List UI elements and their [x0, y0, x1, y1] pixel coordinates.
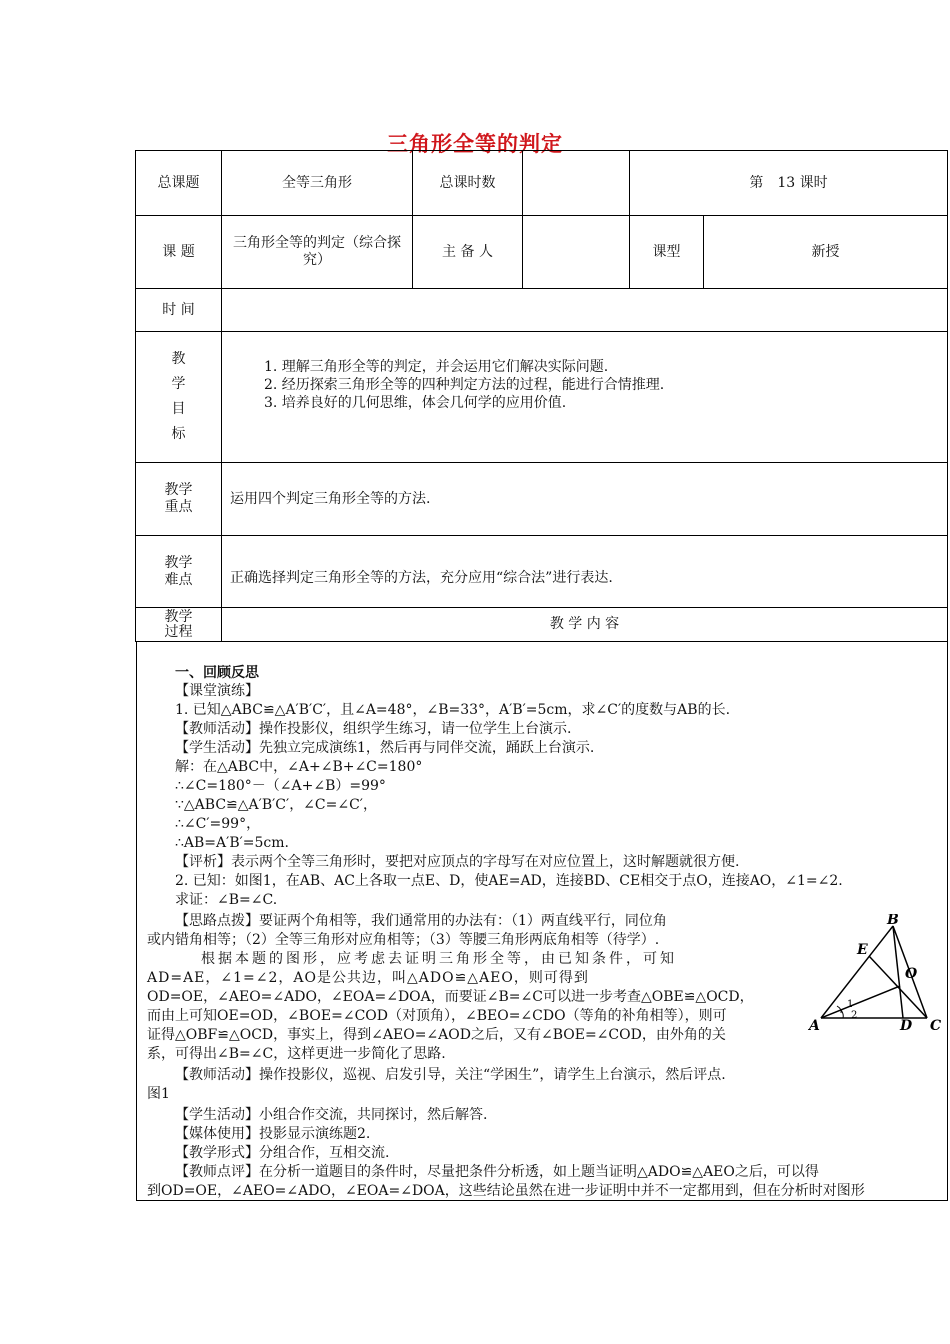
label-point-o: O — [905, 966, 918, 982]
value-difficult-points: 正确选择判定三角形全等的方法，充分应用“综合法”进行表达. — [222, 536, 948, 608]
value-preparer — [523, 216, 630, 289]
content-line: 求证：∠B=∠C. — [175, 892, 278, 908]
value-time — [222, 289, 948, 332]
content-line: 【学生活动】小组合作交流，共同探讨，然后解答. — [175, 1107, 488, 1123]
content-line: 【教学形式】分组合作，互相交流. — [175, 1145, 390, 1161]
content-line: 而由上可知OE=OD，∠BOE=∠COD（对顶角），∠BEO=∠CDO（等角的补角相等），则可 — [147, 1008, 727, 1024]
geometry-figure-1 — [807, 914, 947, 1034]
content-line: 2. 已知：如图1，在AB、AC上各取一点E、D，使AE=AD，连接BD、CE相交于点O，连接AO，∠1=∠2. — [175, 873, 843, 889]
label-total-hours: 总课时数 — [413, 151, 523, 216]
goal-item: 2. 经历探索三角形全等的四种判定方法的过程，能进行合情推理. — [264, 377, 665, 393]
content-line: 【思路点拨】要证两个角相等，我们通常用的办法有：（1）两直线平行，同位角 — [175, 913, 667, 929]
content-line: OD=OE，∠AEO=∠ADO，∠EOA=∠DOA，而要证∠B=∠C可以进一步考查△OBE≌△OCD， — [147, 989, 754, 1005]
content-line: 系，可得出∠B=∠C，这样更进一步简化了思路. — [147, 1046, 446, 1062]
content-line: 【评析】表示两个全等三角形时，要把对应顶点的字母写在对应位置上，这时解题就很方便. — [175, 854, 740, 870]
label-time: 时 间 — [136, 289, 222, 332]
content-line: 【媒体使用】投影显示演练题2. — [175, 1126, 371, 1142]
label-lesson-topic: 课 题 — [136, 216, 222, 289]
value-total-hours — [523, 151, 630, 216]
label-key-points: 教学 重点 — [136, 463, 222, 536]
value-lesson-type: 新授 — [704, 216, 948, 289]
value-key-points: 运用四个判定三角形全等的方法. — [222, 463, 948, 536]
section-heading: 一、回顾反思 — [175, 665, 259, 681]
label-point-b: B — [887, 914, 899, 928]
header-teaching-content: 教 学 内 容 — [222, 608, 948, 642]
label-point-d: D — [900, 1018, 913, 1034]
content-line: ∴∠C=180°－（∠A+∠B）=99° — [175, 778, 386, 794]
content-line: AD=AE，∠1=∠2，AO是公共边，叫△ADO≌△AEO，则可得到 — [147, 970, 589, 986]
lesson-plan-table — [135, 150, 948, 642]
label-lesson-type: 课型 — [630, 216, 704, 289]
content-line: ∴AB=A′B′=5cm. — [175, 835, 289, 851]
content-line: 【教师活动】操作投影仪，组织学生练习，请一位学生上台演示. — [175, 721, 572, 737]
value-general-topic: 全等三角形 — [222, 151, 413, 216]
figure-caption: 图1 — [147, 1086, 170, 1102]
content-line: 或内错角相等；（2）全等三角形对应角相等；（3）等腰三角形两底角相等（待学）. — [147, 932, 660, 948]
label-teaching-process: 教学 过程 — [136, 608, 222, 642]
content-line: 1. 已知△ABC≌△A′B′C′，且∠A=48°，∠B=33°，A′B′=5cm，求∠C′的度数与AB的长. — [175, 702, 731, 718]
content-line: ∴∠C′=99°， — [175, 816, 261, 832]
content-line: 【学生活动】先独立完成演练1，然后再与同伴交流，踊跃上台演示. — [175, 740, 595, 756]
content-line: 证得△OBF≌△OCD，事实上，得到∠AEO=∠AOD之后，又有∠BOE=∠COD，由外角的关 — [147, 1027, 726, 1043]
value-lesson-topic: 三角形全等的判定（综合探究） — [222, 216, 413, 289]
label-point-e: E — [857, 942, 868, 958]
teaching-content-box — [136, 642, 948, 1201]
content-line: 解：在△ABC中，∠A+∠B+∠C=180° — [175, 759, 423, 775]
content-line: ∵△ABC≌△A′B′C′，∠C=∠C′， — [175, 797, 377, 813]
label-angle-2: 2 — [851, 1010, 858, 1021]
goal-item: 1. 理解三角形全等的判定，并会运用它们解决实际问题. — [264, 359, 609, 375]
label-point-a: A — [809, 1018, 820, 1034]
content-line: 【课堂演练】 — [175, 683, 259, 699]
content-line: 根据本题的图形，应考虑去证明三角形全等，由已知条件，可知 — [201, 951, 677, 967]
label-teaching-goals: 教 学 目 标 — [136, 332, 222, 463]
label-general-topic: 总课题 — [136, 151, 222, 216]
label-angle-1: 1 — [847, 999, 854, 1010]
label-difficult-points: 教学 难点 — [136, 536, 222, 608]
content-line: 【教师点评】在分析一道题目的条件时，尽量把条件分析透，如上题当证明△ADO≌△AEO之后，可以得 — [175, 1164, 819, 1180]
document-title: 三角形全等的判定 — [387, 132, 563, 156]
label-preparer: 主 备 人 — [413, 216, 523, 289]
label-point-c: C — [930, 1018, 942, 1034]
goal-item: 3. 培养良好的几何思维，体会几何学的应用价值. — [264, 395, 567, 411]
teaching-goals-list — [222, 332, 948, 463]
content-line: 【教师活动】操作投影仪，巡视、启发引导，关注“学困生”，请学生上台演示，然后评点. — [175, 1067, 726, 1083]
value-lesson-number: 第 13 课时 — [630, 151, 948, 216]
content-line: 到OD=OE，∠AEO=∠ADO，∠EOA=∠DOA，这些结论虽然在进一步证明中并不一定都用到，但在分析时对图形 — [147, 1183, 865, 1199]
